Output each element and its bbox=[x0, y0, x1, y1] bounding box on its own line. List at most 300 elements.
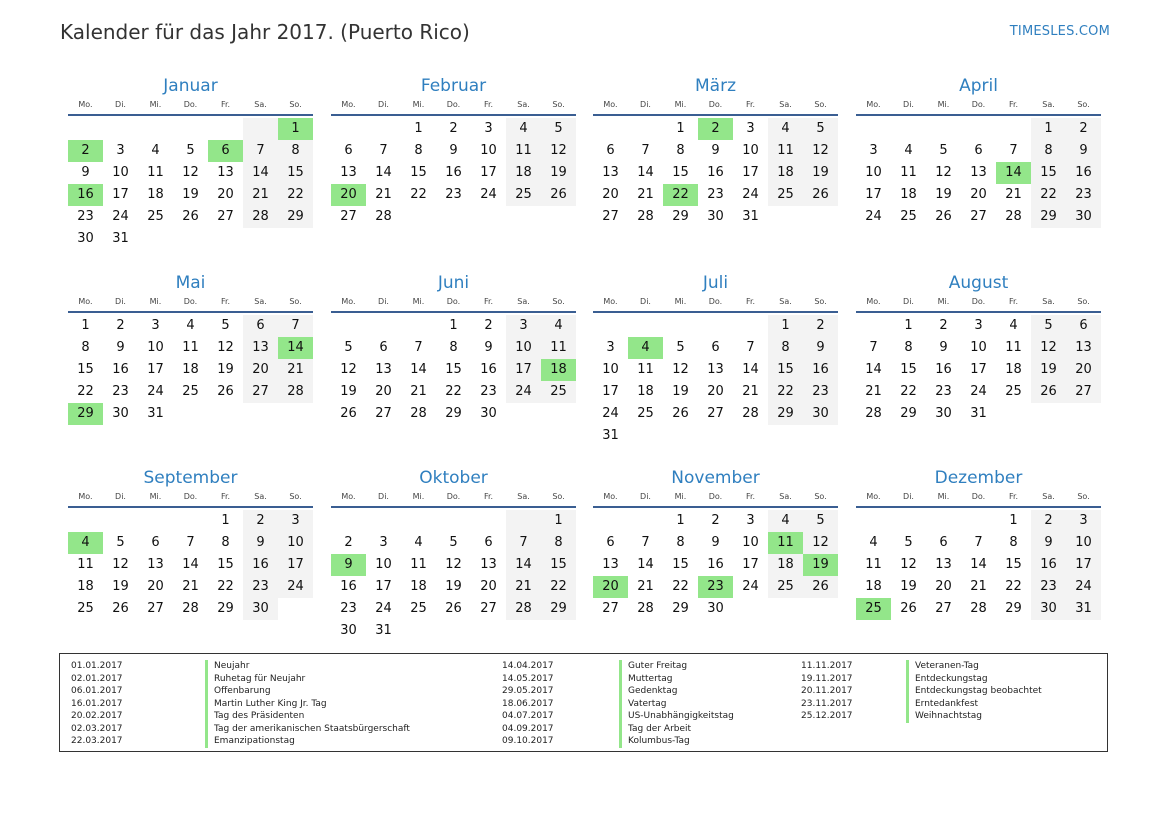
empty-day-cell bbox=[471, 510, 506, 532]
day-cell: 28 bbox=[243, 206, 278, 228]
weekday-label: Di. bbox=[640, 297, 651, 306]
holiday-date: 29.05.2017 bbox=[502, 686, 554, 696]
weekday-header bbox=[331, 98, 576, 116]
holiday-name: Entdeckungstag bbox=[906, 673, 1042, 686]
day-cell: 18 bbox=[637, 384, 654, 399]
weekday-label: Do. bbox=[708, 297, 723, 306]
weekday-label: Fr. bbox=[483, 100, 494, 109]
day-cell: 31 bbox=[147, 406, 164, 421]
day-cell: 18 bbox=[410, 579, 427, 594]
day-cell: 16 bbox=[803, 359, 838, 381]
weekday-label: Mo. bbox=[341, 100, 356, 109]
day-cell: 9 bbox=[81, 165, 90, 180]
day-cell: 8 bbox=[676, 535, 685, 550]
day-cell: 23 bbox=[480, 384, 497, 399]
weekday-label: Mo. bbox=[78, 100, 93, 109]
day-cell: 5 bbox=[803, 118, 838, 140]
day-cell: 25 bbox=[1005, 384, 1022, 399]
day-cell: 28 bbox=[182, 601, 199, 616]
day-cell: 12 bbox=[340, 362, 357, 377]
month-10 bbox=[331, 467, 576, 642]
weekday-label: So. bbox=[552, 492, 565, 501]
day-cell: 16 bbox=[935, 362, 952, 377]
holiday-date: 11.11.2017 bbox=[801, 661, 853, 671]
weekday-label: So. bbox=[1077, 492, 1090, 501]
day-cell: 4 bbox=[186, 318, 195, 333]
day-cell: 24 bbox=[147, 384, 164, 399]
day-cell: 6 bbox=[711, 340, 720, 355]
holiday-name: US-Unabhängigkeitstag bbox=[619, 710, 734, 723]
day-cell: 24 bbox=[970, 384, 987, 399]
day-cell: 24 bbox=[1066, 576, 1101, 598]
day-cell: 31 bbox=[970, 406, 987, 421]
day-cell: 21 bbox=[637, 187, 654, 202]
month-title: Juli bbox=[702, 273, 729, 293]
day-cell: 6 bbox=[974, 143, 983, 158]
holiday-day-cell: 20 bbox=[593, 576, 628, 598]
day-cell: 13 bbox=[147, 557, 164, 572]
day-cell: 21 bbox=[1005, 187, 1022, 202]
day-cell: 7 bbox=[186, 535, 195, 550]
day-cell: 2 bbox=[939, 318, 948, 333]
day-cell: 22 bbox=[445, 384, 462, 399]
day-cell: 9 bbox=[939, 340, 948, 355]
day-cell: 8 bbox=[221, 535, 230, 550]
empty-day-cell bbox=[68, 510, 103, 532]
day-cell: 16 bbox=[1066, 162, 1101, 184]
day-cell: 17 bbox=[742, 557, 759, 572]
day-cell: 10 bbox=[112, 165, 129, 180]
day-cell: 28 bbox=[375, 209, 392, 224]
day-grid bbox=[68, 510, 313, 620]
day-cell: 31 bbox=[1066, 598, 1101, 620]
weekday-label: Do. bbox=[971, 100, 986, 109]
holiday-date: 14.04.2017 bbox=[502, 661, 554, 671]
day-cell: 13 bbox=[480, 557, 497, 572]
day-cell: 13 bbox=[243, 337, 278, 359]
holiday-day-cell: 22 bbox=[663, 184, 698, 206]
day-cell: 7 bbox=[379, 143, 388, 158]
day-cell: 23 bbox=[1066, 184, 1101, 206]
day-cell: 3 bbox=[869, 143, 878, 158]
day-cell: 22 bbox=[1005, 579, 1022, 594]
empty-day-cell bbox=[173, 510, 208, 532]
holiday-day-cell: 18 bbox=[541, 359, 576, 381]
day-cell: 20 bbox=[935, 579, 952, 594]
day-cell: 19 bbox=[803, 162, 838, 184]
empty-day-cell bbox=[138, 510, 173, 532]
holiday-name: Tag der Arbeit bbox=[619, 723, 734, 736]
day-cell: 26 bbox=[803, 576, 838, 598]
day-cell: 24 bbox=[480, 187, 497, 202]
empty-day-cell bbox=[891, 118, 926, 140]
day-cell: 12 bbox=[445, 557, 462, 572]
day-cell: 7 bbox=[974, 535, 983, 550]
weekday-label: Sa. bbox=[1042, 297, 1055, 306]
empty-day-cell bbox=[593, 510, 628, 532]
empty-day-cell bbox=[366, 510, 401, 532]
day-cell: 22 bbox=[410, 187, 427, 202]
day-cell: 29 bbox=[541, 598, 576, 620]
month-title: Dezember bbox=[934, 468, 1023, 488]
day-cell: 27 bbox=[340, 209, 357, 224]
day-cell: 31 bbox=[602, 428, 619, 443]
weekday-label: Fr. bbox=[1008, 100, 1019, 109]
day-cell: 6 bbox=[606, 143, 615, 158]
day-cell: 13 bbox=[340, 165, 357, 180]
month-title: August bbox=[948, 273, 1009, 293]
day-cell: 30 bbox=[707, 601, 724, 616]
day-cell: 27 bbox=[217, 209, 234, 224]
day-cell: 27 bbox=[970, 209, 987, 224]
day-cell: 8 bbox=[414, 143, 423, 158]
day-cell: 17 bbox=[1066, 554, 1101, 576]
day-cell: 13 bbox=[707, 362, 724, 377]
weekday-header bbox=[331, 490, 576, 508]
weekday-label: Sa. bbox=[254, 297, 267, 306]
day-cell: 8 bbox=[676, 143, 685, 158]
holiday-day-cell: 11 bbox=[768, 532, 803, 554]
weekday-label: Mo. bbox=[866, 297, 881, 306]
weekday-label: Mi. bbox=[149, 100, 162, 109]
holiday-name: Muttertag bbox=[619, 673, 734, 686]
day-cell: 29 bbox=[445, 406, 462, 421]
weekday-label: Do. bbox=[708, 100, 723, 109]
month-12 bbox=[856, 467, 1101, 620]
holiday-date: 09.10.2017 bbox=[502, 736, 554, 746]
day-grid bbox=[331, 510, 576, 642]
weekday-label: Sa. bbox=[254, 492, 267, 501]
empty-day-cell bbox=[208, 118, 243, 140]
empty-day-cell bbox=[103, 510, 138, 532]
day-cell: 12 bbox=[803, 532, 838, 554]
legend-dates-column-3 bbox=[801, 660, 853, 723]
weekday-header bbox=[856, 490, 1101, 508]
day-cell: 9 bbox=[711, 143, 720, 158]
day-cell: 30 bbox=[340, 623, 357, 638]
day-cell: 26 bbox=[672, 406, 689, 421]
day-cell: 7 bbox=[869, 340, 878, 355]
day-cell: 7 bbox=[641, 143, 650, 158]
day-cell: 5 bbox=[541, 118, 576, 140]
day-cell: 14 bbox=[637, 165, 654, 180]
day-cell: 14 bbox=[970, 557, 987, 572]
day-cell: 21 bbox=[637, 579, 654, 594]
weekday-label: Di. bbox=[640, 100, 651, 109]
day-cell: 7 bbox=[414, 340, 423, 355]
empty-day-cell bbox=[401, 510, 436, 532]
day-cell: 15 bbox=[1005, 557, 1022, 572]
weekday-label: Di. bbox=[903, 492, 914, 501]
weekday-label: Di. bbox=[903, 297, 914, 306]
weekday-label: Fr. bbox=[483, 492, 494, 501]
month-title: November bbox=[671, 468, 760, 488]
holiday-date: 02.01.2017 bbox=[71, 673, 123, 684]
holiday-day-cell: 16 bbox=[68, 184, 103, 206]
day-cell: 24 bbox=[506, 381, 541, 403]
weekday-header bbox=[68, 295, 313, 313]
day-cell: 8 bbox=[81, 340, 90, 355]
day-grid bbox=[68, 118, 313, 250]
weekday-label: Mo. bbox=[603, 100, 618, 109]
weekday-label: So. bbox=[552, 297, 565, 306]
day-cell: 10 bbox=[970, 340, 987, 355]
weekday-label: Fr. bbox=[1008, 297, 1019, 306]
weekday-label: So. bbox=[1077, 100, 1090, 109]
holiday-name: Vatertag bbox=[619, 698, 734, 711]
weekday-label: Mi. bbox=[412, 100, 425, 109]
day-cell: 11 bbox=[541, 337, 576, 359]
weekday-label: Do. bbox=[183, 492, 198, 501]
day-cell: 7 bbox=[746, 340, 755, 355]
holiday-date: 02.03.2017 bbox=[71, 723, 123, 734]
month-title: April bbox=[959, 76, 998, 96]
day-cell: 3 bbox=[278, 510, 313, 532]
weekday-label: Mi. bbox=[149, 297, 162, 306]
holiday-name: Kolumbus-Tag bbox=[619, 735, 734, 748]
day-cell: 26 bbox=[182, 209, 199, 224]
month-title: Juni bbox=[437, 273, 470, 293]
day-cell: 19 bbox=[1031, 359, 1066, 381]
day-cell: 21 bbox=[182, 579, 199, 594]
holiday-day-cell: 6 bbox=[208, 140, 243, 162]
day-cell: 27 bbox=[147, 601, 164, 616]
day-cell: 15 bbox=[217, 557, 234, 572]
day-cell: 19 bbox=[935, 187, 952, 202]
day-cell: 15 bbox=[541, 554, 576, 576]
day-cell: 2 bbox=[1066, 118, 1101, 140]
day-cell: 15 bbox=[768, 359, 803, 381]
weekday-label: Mi. bbox=[937, 492, 950, 501]
day-cell: 30 bbox=[480, 406, 497, 421]
empty-day-cell bbox=[891, 510, 926, 532]
empty-day-cell bbox=[331, 315, 366, 337]
day-cell: 27 bbox=[935, 601, 952, 616]
weekday-label: Sa. bbox=[779, 297, 792, 306]
day-cell: 29 bbox=[278, 206, 313, 228]
day-cell: 13 bbox=[970, 165, 987, 180]
day-cell: 11 bbox=[506, 140, 541, 162]
weekday-label: Fr. bbox=[745, 297, 756, 306]
day-cell: 9 bbox=[803, 337, 838, 359]
weekday-label: Do. bbox=[183, 297, 198, 306]
day-cell: 4 bbox=[768, 118, 803, 140]
holiday-date: 04.07.2017 bbox=[502, 711, 554, 721]
day-cell: 1 bbox=[221, 513, 230, 528]
day-cell: 29 bbox=[672, 209, 689, 224]
weekday-header bbox=[68, 490, 313, 508]
day-cell: 29 bbox=[1005, 601, 1022, 616]
day-cell: 25 bbox=[541, 381, 576, 403]
empty-day-cell bbox=[961, 118, 996, 140]
day-cell: 18 bbox=[506, 162, 541, 184]
holiday-day-cell: 14 bbox=[278, 337, 313, 359]
day-cell: 13 bbox=[375, 362, 392, 377]
day-cell: 18 bbox=[1005, 362, 1022, 377]
day-cell: 3 bbox=[484, 121, 493, 136]
day-cell: 16 bbox=[1031, 554, 1066, 576]
weekday-label: Di. bbox=[378, 100, 389, 109]
day-cell: 22 bbox=[77, 384, 94, 399]
day-cell: 8 bbox=[541, 532, 576, 554]
empty-day-cell bbox=[436, 510, 471, 532]
weekday-label: So. bbox=[814, 100, 827, 109]
day-cell: 10 bbox=[602, 362, 619, 377]
day-cell: 19 bbox=[217, 362, 234, 377]
holiday-date: 19.11.2017 bbox=[801, 673, 853, 684]
holiday-day-cell: 4 bbox=[628, 337, 663, 359]
holiday-day-cell: 2 bbox=[698, 118, 733, 140]
day-cell: 29 bbox=[768, 403, 803, 425]
day-cell: 11 bbox=[900, 165, 917, 180]
day-cell: 1 bbox=[414, 121, 423, 136]
day-cell: 6 bbox=[243, 315, 278, 337]
day-cell: 7 bbox=[641, 535, 650, 550]
day-cell: 14 bbox=[637, 557, 654, 572]
day-grid bbox=[856, 118, 1101, 228]
weekday-label: So. bbox=[289, 297, 302, 306]
day-cell: 4 bbox=[541, 315, 576, 337]
weekday-label: Sa. bbox=[517, 100, 530, 109]
day-cell: 17 bbox=[480, 165, 497, 180]
holiday-day-cell: 14 bbox=[996, 162, 1031, 184]
day-cell: 3 bbox=[379, 535, 388, 550]
day-cell: 16 bbox=[340, 579, 357, 594]
day-cell: 6 bbox=[344, 143, 353, 158]
holiday-date: 22.03.2017 bbox=[71, 736, 123, 746]
day-cell: 18 bbox=[147, 187, 164, 202]
day-cell: 10 bbox=[480, 143, 497, 158]
day-cell: 14 bbox=[742, 362, 759, 377]
brand-logo[interactable]: TIMESLES.COM bbox=[1009, 24, 1110, 39]
empty-day-cell bbox=[68, 118, 103, 140]
weekday-label: Di. bbox=[903, 100, 914, 109]
day-cell: 22 bbox=[672, 579, 689, 594]
day-cell: 10 bbox=[742, 143, 759, 158]
weekday-label: Mo. bbox=[341, 297, 356, 306]
day-cell: 30 bbox=[803, 403, 838, 425]
holiday-name: Tag der amerikanischen Staatsbürgerschaft bbox=[205, 723, 410, 736]
day-cell: 4 bbox=[869, 535, 878, 550]
day-cell: 27 bbox=[1066, 381, 1101, 403]
weekday-label: Mi. bbox=[674, 297, 687, 306]
day-cell: 24 bbox=[112, 209, 129, 224]
day-cell: 8 bbox=[768, 337, 803, 359]
day-cell: 2 bbox=[243, 510, 278, 532]
day-cell: 29 bbox=[900, 406, 917, 421]
day-cell: 14 bbox=[182, 557, 199, 572]
holiday-day-cell: 20 bbox=[331, 184, 366, 206]
day-cell: 8 bbox=[278, 140, 313, 162]
holiday-name: Offenbarung bbox=[205, 685, 410, 698]
day-cell: 21 bbox=[243, 184, 278, 206]
holiday-day-cell: 23 bbox=[698, 576, 733, 598]
empty-day-cell bbox=[331, 510, 366, 532]
day-cell: 14 bbox=[375, 165, 392, 180]
weekday-label: Di. bbox=[115, 297, 126, 306]
holiday-date: 01.01.2017 bbox=[71, 661, 123, 671]
holiday-date: 25.12.2017 bbox=[801, 711, 853, 721]
day-grid bbox=[331, 315, 576, 425]
weekday-label: So. bbox=[289, 492, 302, 501]
day-cell: 5 bbox=[186, 143, 195, 158]
day-cell: 4 bbox=[1009, 318, 1018, 333]
day-cell: 4 bbox=[904, 143, 913, 158]
day-cell: 30 bbox=[1031, 598, 1066, 620]
holiday-name: Martin Luther King Jr. Tag bbox=[205, 698, 410, 711]
weekday-header bbox=[331, 295, 576, 313]
day-cell: 28 bbox=[970, 601, 987, 616]
day-cell: 5 bbox=[116, 535, 125, 550]
holiday-date: 06.01.2017 bbox=[71, 686, 123, 696]
day-cell: 11 bbox=[1005, 340, 1022, 355]
empty-day-cell bbox=[733, 315, 768, 337]
day-cell: 25 bbox=[506, 184, 541, 206]
empty-day-cell bbox=[331, 118, 366, 140]
holiday-date: 23.11.2017 bbox=[801, 698, 853, 709]
day-cell: 1 bbox=[1031, 118, 1066, 140]
day-cell: 12 bbox=[900, 557, 917, 572]
holiday-name: Emanzipationstag bbox=[205, 735, 410, 748]
day-cell: 16 bbox=[707, 557, 724, 572]
day-cell: 12 bbox=[182, 165, 199, 180]
holiday-day-cell: 9 bbox=[331, 554, 366, 576]
day-cell: 2 bbox=[484, 318, 493, 333]
page-title: Kalender für das Jahr 2017. (Puerto Rico) bbox=[60, 20, 470, 44]
day-cell: 15 bbox=[900, 362, 917, 377]
day-cell: 19 bbox=[112, 579, 129, 594]
month-8 bbox=[856, 272, 1101, 425]
day-cell: 28 bbox=[1005, 209, 1022, 224]
day-cell: 9 bbox=[1066, 140, 1101, 162]
holiday-name: Ruhetag für Neujahr bbox=[205, 673, 410, 686]
day-cell: 21 bbox=[742, 384, 759, 399]
day-cell: 27 bbox=[480, 601, 497, 616]
day-cell: 20 bbox=[707, 384, 724, 399]
day-cell: 18 bbox=[768, 554, 803, 576]
day-cell: 2 bbox=[344, 535, 353, 550]
day-cell: 18 bbox=[768, 162, 803, 184]
day-cell: 23 bbox=[445, 187, 462, 202]
day-cell: 15 bbox=[672, 165, 689, 180]
day-cell: 4 bbox=[506, 118, 541, 140]
day-cell: 8 bbox=[1009, 535, 1018, 550]
day-cell: 27 bbox=[375, 406, 392, 421]
weekday-label: Sa. bbox=[779, 100, 792, 109]
weekday-label: Fr. bbox=[220, 297, 231, 306]
weekday-label: Di. bbox=[115, 100, 126, 109]
weekday-label: Di. bbox=[640, 492, 651, 501]
weekday-label: So. bbox=[289, 100, 302, 109]
day-cell: 20 bbox=[243, 359, 278, 381]
day-cell: 27 bbox=[602, 601, 619, 616]
month-1 bbox=[68, 75, 313, 250]
day-cell: 7 bbox=[506, 532, 541, 554]
weekday-label: Fr. bbox=[483, 297, 494, 306]
weekday-header bbox=[593, 98, 838, 116]
holiday-legend bbox=[59, 653, 1108, 752]
day-cell: 23 bbox=[1031, 576, 1066, 598]
weekday-label: Mo. bbox=[866, 100, 881, 109]
holiday-day-cell: 1 bbox=[278, 118, 313, 140]
day-cell: 11 bbox=[637, 362, 654, 377]
day-cell: 26 bbox=[541, 184, 576, 206]
day-cell: 6 bbox=[939, 535, 948, 550]
day-cell: 24 bbox=[742, 579, 759, 594]
day-cell: 10 bbox=[147, 340, 164, 355]
legend-dates-column-1 bbox=[71, 660, 123, 748]
day-cell: 26 bbox=[340, 406, 357, 421]
